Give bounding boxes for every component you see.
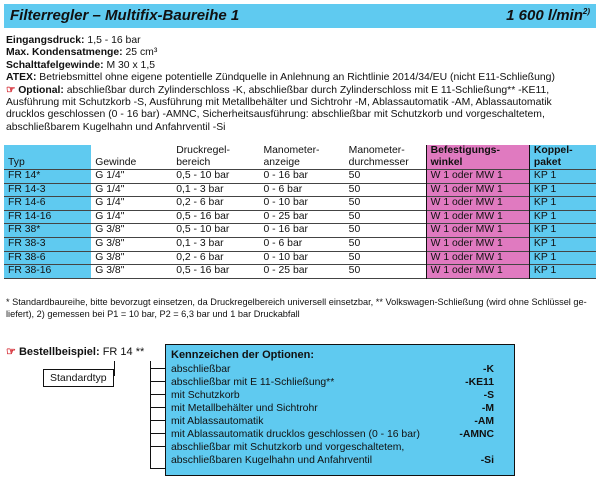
specs-block — [6, 35, 598, 134]
options-box — [165, 344, 515, 476]
order-example: ☞ Bestellbeispiel: FR 14 ** — [6, 346, 145, 358]
option-code: -M — [481, 403, 494, 414]
col-koppel: Koppel- paket — [529, 145, 596, 170]
connector-line — [150, 468, 165, 469]
standard-type-label: Standardtyp — [43, 369, 114, 387]
table-row: FR 14* G 1/4" 0,5 - 10 bar 0 - 16 bar 50 W 1 oder MW 1 KP 1 — [4, 170, 596, 184]
table-row: FR 38* G 3/8" 0,5 - 10 bar 0 - 16 bar 50 W 1 oder MW 1 KP 1 — [4, 224, 596, 238]
table-row: FR 38-6 G 3/8" 0,2 - 6 bar 0 - 10 bar 50 W 1 oder MW 1 KP 1 — [4, 251, 596, 265]
connector-line — [150, 368, 165, 369]
col-manometer: Manometer- anzeige — [263, 145, 320, 168]
spec-schalttafelgewinde: Schalttafelgewinde: M 30 x 1,5 — [6, 59, 155, 71]
options-title: Kennzeichen der Optionen: — [171, 349, 315, 361]
option-code: -S — [483, 390, 494, 401]
col-typ: Typ — [4, 145, 91, 170]
option-label: mit Ablassautomatik drucklos geschlossen (0 - 16 bar) — [171, 429, 420, 440]
option-label: abschließbar mit Schutzkorb und vorgeschaltetem, — [171, 442, 405, 453]
footnote: * Standardbaureihe, bitte bevorzugt einsetzen, da Druckregelbereich universell einsetzbar, ** Volkswagen-Schließung (wird ohne Schlüssel ge- liefert), 2) gemessen bei P1 = 10 bar, P2 = 6,3 bar und 1 bar Druckabfall — [6, 297, 587, 319]
connector-line — [150, 420, 165, 421]
col-druck: Druckregel- bereich — [176, 145, 230, 168]
option-label: mit Schutzkorb — [171, 390, 240, 401]
col-durchmesser: Manometer- durchmesser — [348, 145, 409, 168]
connector-line — [150, 433, 165, 434]
spec-eingangsdruck: Eingangsdruck: 1,5 - 16 bar — [6, 35, 141, 46]
spec-atex: ATEX: Betriebsmittel ohne eigene potentielle Zündquelle in Anlehnung an Richtlinie 2014/34/EU (nicht E11-Schließung) — [6, 72, 555, 84]
table-row: FR 38-3 G 3/8" 0,1 - 3 bar 0 - 6 bar 50 W 1 oder MW 1 KP 1 — [4, 237, 596, 251]
pointing-hand-icon: ☞ — [6, 84, 16, 96]
product-table — [4, 145, 596, 279]
page-title: Filterregler – Multifix-Baureihe 1 — [10, 7, 240, 24]
col-befestigung: Befestigungs- winkel — [426, 145, 529, 170]
pointing-hand-icon: ☞ — [6, 346, 16, 358]
connector-line — [150, 407, 165, 408]
table-row: FR 14-16 G 1/4" 0,5 - 16 bar 0 - 25 bar 50 W 1 oder MW 1 KP 1 — [4, 210, 596, 224]
spec-kondensatmenge: Max. Kondensatmenge: 25 cm³ — [6, 47, 158, 59]
option-code: -Si — [480, 455, 494, 466]
connector-line — [150, 361, 151, 469]
connector-line — [114, 361, 115, 376]
option-code: -KE11 — [465, 377, 494, 388]
option-label: abschließbaren Kugelhahn und Anfahrventil — [171, 455, 373, 466]
table-row: FR 14-6 G 1/4" 0,2 - 6 bar 0 - 10 bar 50 W 1 oder MW 1 KP 1 — [4, 197, 596, 211]
option-label: abschließbar — [171, 364, 231, 375]
connector-line — [150, 394, 165, 395]
table-row: FR 38-16 G 3/8" 0,5 - 16 bar 0 - 25 bar 50 W 1 oder MW 1 KP 1 — [4, 265, 596, 279]
option-code: -AM — [474, 416, 494, 427]
option-code: -K — [483, 364, 494, 375]
connector-line — [150, 446, 165, 447]
header-bar — [4, 4, 596, 28]
table-row: FR 14-3 G 1/4" 0,1 - 3 bar 0 - 6 bar 50 W 1 oder MW 1 KP 1 — [4, 183, 596, 197]
option-code: -AMNC — [459, 429, 494, 440]
connector-line — [150, 381, 165, 382]
col-gewinde: Gewinde — [95, 157, 137, 168]
option-label: abschließbar mit E 11-Schließung** — [171, 377, 335, 388]
option-label: mit Ablassautomatik — [171, 416, 264, 427]
optional-text: ☞ Optional: abschließbar durch Zylinderschloss -K, abschließbar durch Zylinderschloss mit E 11-Schließung** -KE11, Ausführung mit Schutzkorb -S, Ausführung mit Metallbehälter und Sichtrohr -M, Ablassautomatik -AM, Ablassautomatik drucklos geschlossen (0 - 16 bar) -AMNC, Sicherheitsausführung: abschließbar mit Schutzkorb und vorgeschaltetem, abschließbarem Kugelhahn und Anfahrventil -Si — [6, 84, 552, 133]
option-label: mit Metallbehälter und Sichtrohr — [171, 403, 318, 414]
flow-rate: 1 600 $l/\min^{2)}$ — [506, 7, 590, 24]
